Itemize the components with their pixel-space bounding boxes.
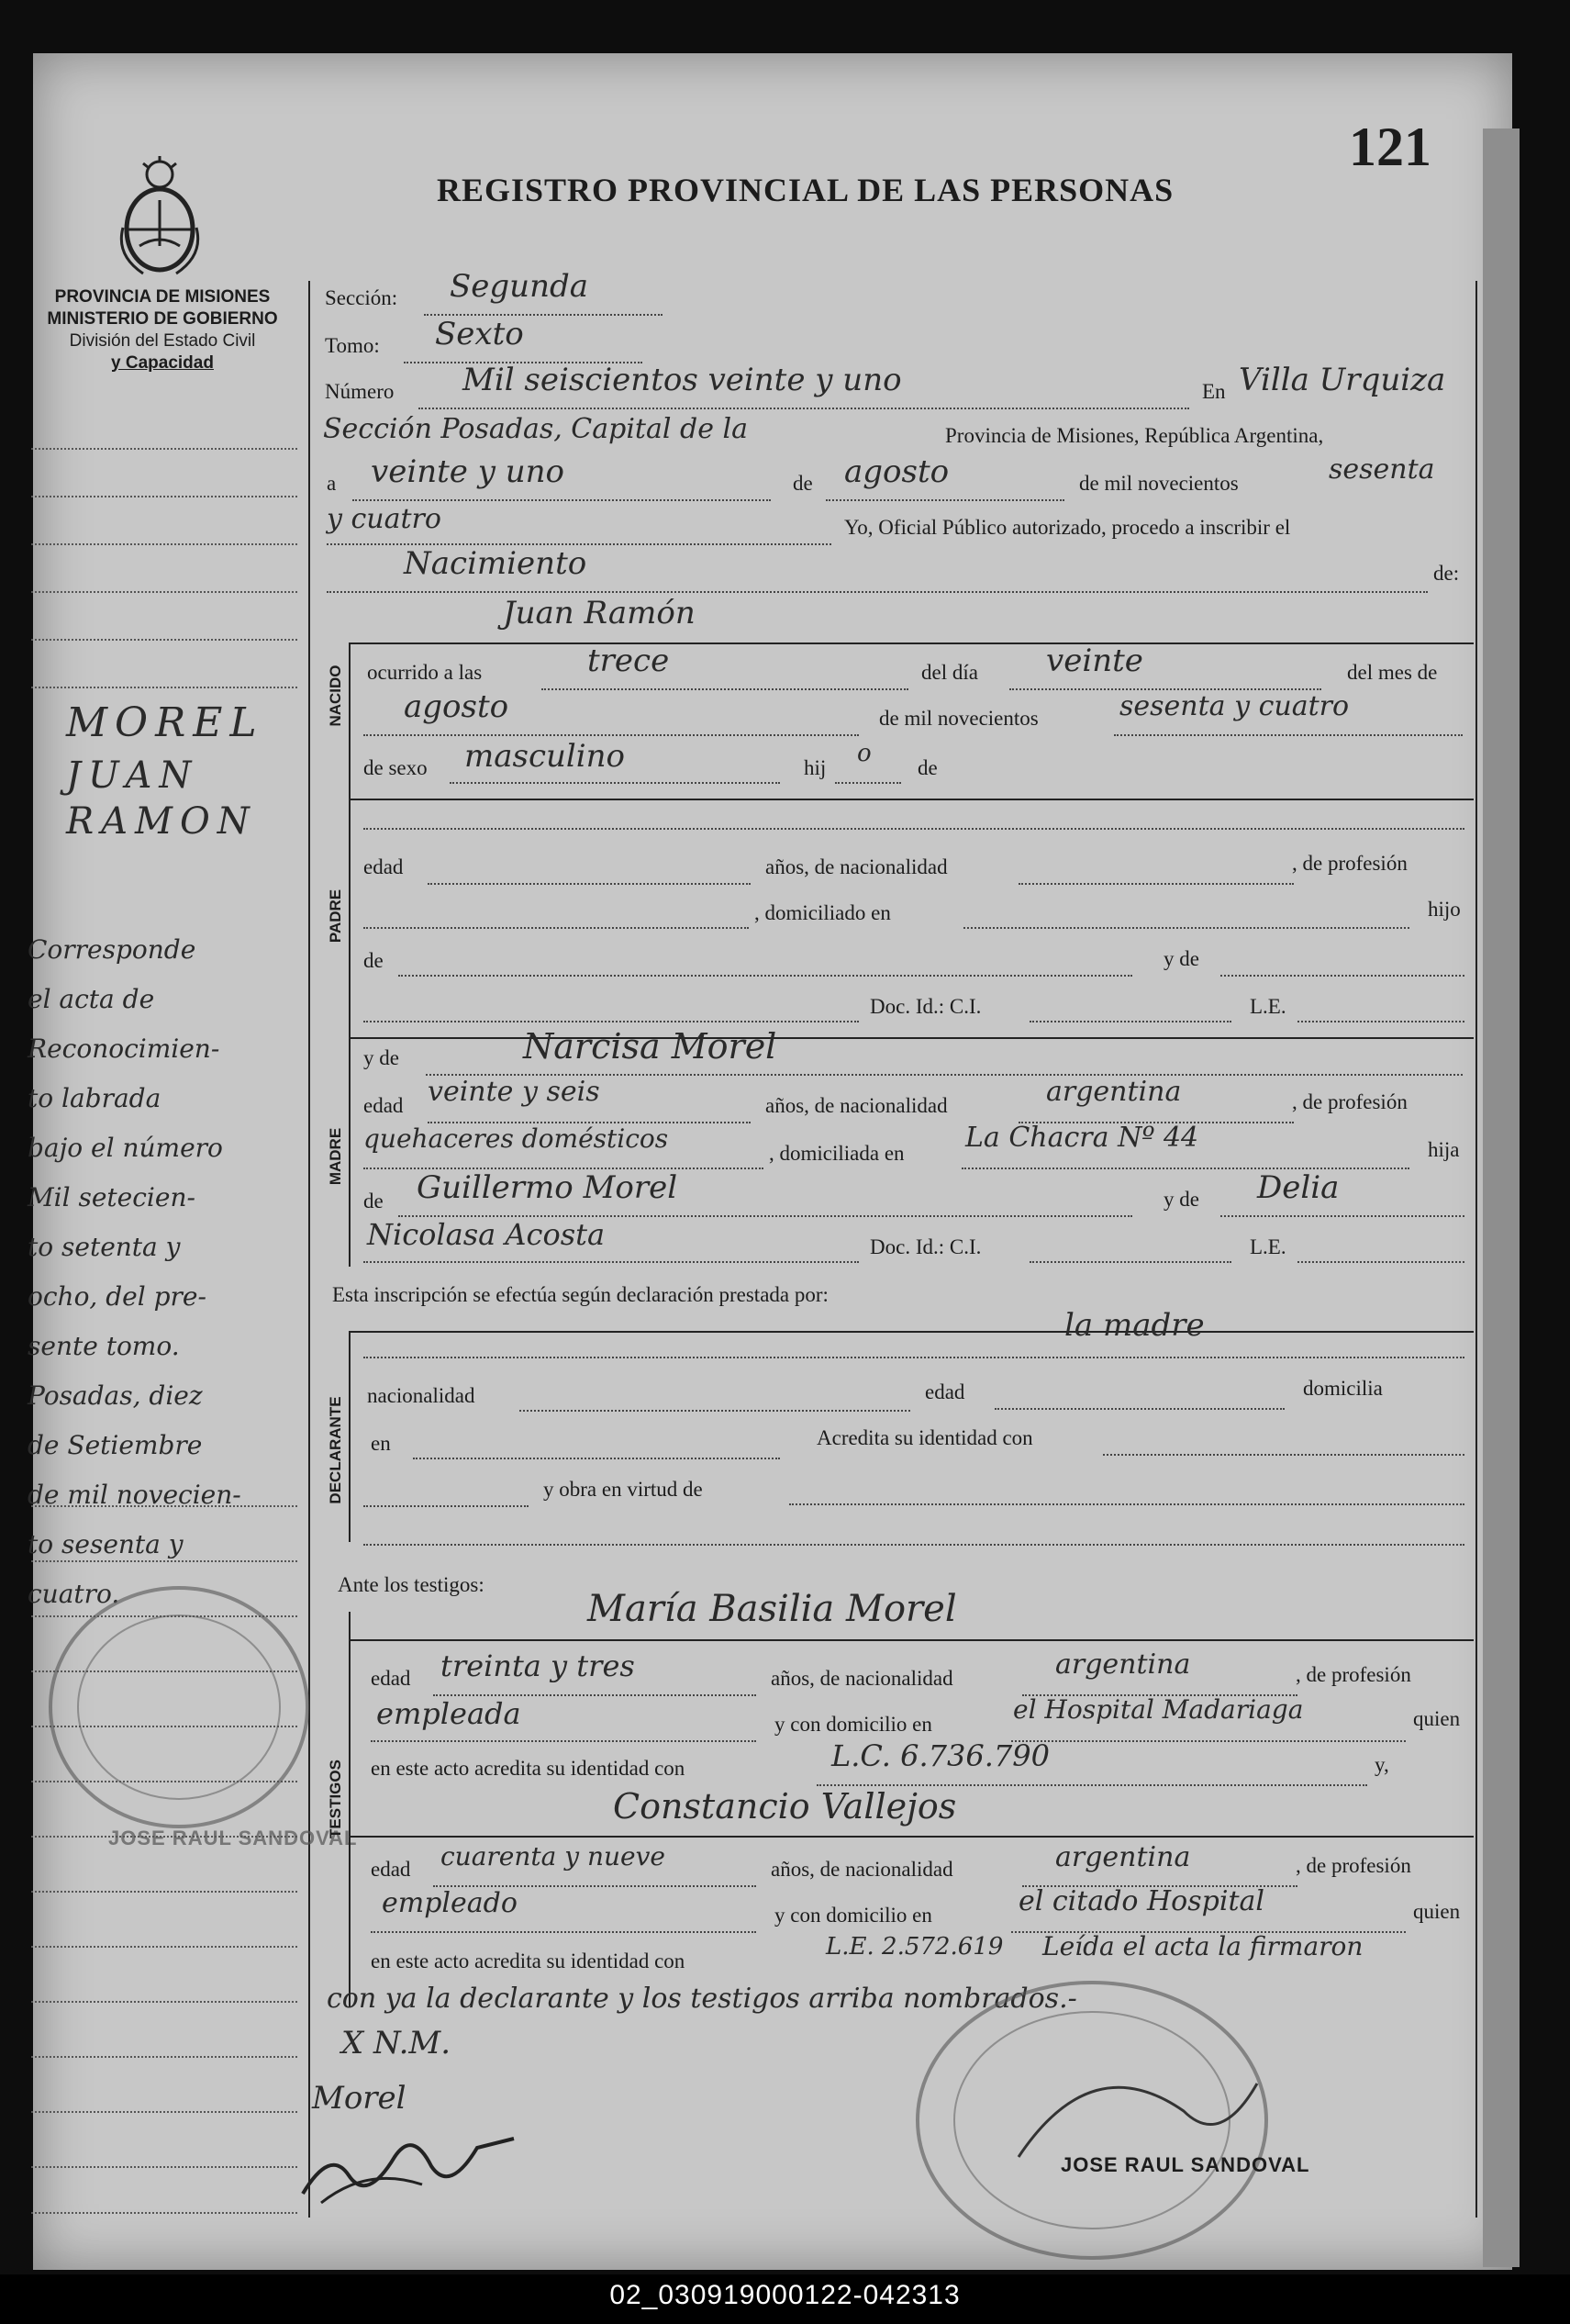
testigo2-dom: el citado Hospital [1019,1885,1264,1917]
numero-label: Número [325,380,395,403]
padre-le-label: L.E. [1250,995,1286,1018]
declarante-edad-label: edad [925,1380,965,1403]
margin-line: to labrada [28,1083,161,1113]
page-number: 121 [1349,117,1431,177]
testigo1-prof-label: , de profesión [1296,1663,1411,1686]
nacido-anio-value: sesenta y cuatro [1119,690,1350,722]
sexo-value: masculino [464,738,626,775]
official-seal-right-icon [908,1973,1294,2267]
madre-prof-label: , de profesión [1292,1090,1408,1113]
margin-line: to sesenta y [28,1529,184,1559]
madre-edad-value: veinte y seis [428,1076,600,1108]
signature-morel: Morel [312,2080,406,2117]
anio-value: sesenta [1329,453,1435,486]
numero-value: Mil seiscientos veinte y uno [462,362,902,398]
nacido-mes-value: agosto [404,688,509,725]
seccion-label: Sección: [325,286,398,309]
padre-prof-label: , de profesión [1292,852,1408,875]
testigo2-nac-label: años, de nacionalidad [771,1858,953,1881]
testigo1-acredita-label: en este acto acredita su identidad con [371,1757,685,1780]
hora-value: trece [587,642,670,679]
padre-side-label: PADRE [327,888,344,944]
padre-y-de-label: y de [1164,947,1199,970]
ministry-label: MINISTERIO DE GOBIERNO [47,309,278,329]
margin-line: Corresponde [28,934,196,965]
madre-y-de2-label: y de [1164,1188,1199,1211]
testigo1-nombre: María Basilia Morel [587,1588,957,1630]
testigo2-nac: argentina [1055,1841,1191,1873]
de-label: de [793,472,813,495]
margin-line: to setenta y [28,1232,181,1262]
anio-value-2: y cuatro [327,503,441,535]
testigo1-prof: empleada [376,1696,521,1731]
signature-mark: X N.M. [341,2025,451,2061]
hij-label: hij [804,756,827,779]
del-mes-label: del mes de [1347,661,1438,684]
margin-line: cuatro. [28,1579,120,1609]
mes-value: agosto [844,453,950,490]
padre-edad-label: edad [363,855,404,878]
madre-hija-label: hija [1428,1138,1460,1161]
coat-of-arms-icon [116,154,204,283]
nacido-side-label: NACIDO [327,665,344,727]
provincia-text: Provincia de Misiones, República Argentina, [945,424,1324,447]
province-label: PROVINCIA DE MISIONES [54,287,271,307]
margin-secondname: RAMON [66,800,257,843]
testigo1-doc: L.C. 6.736.790 [831,1738,1050,1773]
left-stamp-name: JOSE RAUL SANDOVAL [108,1827,358,1849]
testigo1-nac-label: años, de nacionalidad [771,1667,953,1690]
sexo-label: de sexo [363,756,428,779]
margin-surname: MOREL [66,699,264,746]
declarante-acredita-label: Acredita su identidad con [817,1426,1033,1449]
testigo2-edad-label: edad [371,1858,411,1881]
main-right-border [1475,281,1477,2218]
testigo2-acredita-label: en este acto acredita su identidad con [371,1950,685,1972]
declarante-en-label: en [371,1432,391,1455]
testigos-intro: Ante los testigos: [338,1573,484,1596]
acto-value: Nacimiento [404,545,587,582]
lugar-value: Sección Posadas, Capital de la [323,413,748,445]
madre-prof-value: quehaceres domésticos [363,1123,669,1154]
declarante-obra-label: y obra en virtud de [543,1478,703,1501]
declarante-domicilia-label: domicilia [1303,1377,1383,1400]
del-dia-label: del día [921,661,978,684]
margin-line: ocho, del pre- [28,1281,206,1312]
hij-de-label: de [918,756,938,779]
footer-id: 02_030919000122-042313 [609,2280,961,2310]
left-header [22,286,303,374]
seccion-value: Segunda [450,268,589,305]
margin-line: el acta de [28,984,155,1014]
madre-y-de-label: y de [363,1046,399,1069]
declarante-value: la madre [1064,1307,1205,1344]
de-colon-label: de: [1433,562,1460,585]
nacido-dia-value: veinte [1046,642,1143,679]
margin-annotation [28,934,303,1628]
madre-dom-label: , domiciliada en [769,1142,905,1165]
oficial-text: Yo, Oficial Público autorizado, procedo a inscribir el [844,516,1291,539]
declarante-intro: Esta inscripción se efectúa según declaración prestada por: [332,1283,829,1306]
madre-side-label: MADRE [327,1127,344,1186]
anio-label: de mil novecientos [1079,472,1239,495]
padre-doc-label: Doc. Id.: C.I. [870,995,982,1018]
madre-dom-value: La Chacra Nº 44 [965,1122,1199,1154]
testigo2-nombre: Constancio Vallejos [613,1786,957,1827]
padre-hijo-label: hijo [1428,898,1461,921]
padre-de-label: de [363,949,384,972]
dia-value: veinte y uno [371,453,564,490]
tomo-label: Tomo: [325,334,380,357]
testigo1-quien: quien [1413,1707,1461,1730]
madre-de-label: de [363,1190,384,1212]
declarante-side-label: DECLARANTE [327,1396,344,1504]
margin-line: de Setiembre [28,1430,203,1460]
madre-edad-label: edad [363,1094,404,1117]
en-value: Villa Urquiza [1239,362,1446,398]
a-label: a [327,472,337,495]
madre-doc-label: Doc. Id.: C.I. [870,1235,982,1258]
en-label: En [1202,380,1226,403]
testigo2-prof-label: , de profesión [1296,1854,1411,1877]
margin-firstname: JUAN [66,754,199,797]
capacity-label: y Capacidad [111,353,214,373]
testigos-side-label: TESTIGOS [327,1760,344,1838]
ocurrido-label: ocurrido a las [367,661,483,684]
margin-line: Mil setecien- [28,1182,195,1212]
page-edge [1483,128,1520,2267]
testigo1-edad-label: edad [371,1667,411,1690]
signature-scribble-icon [294,2111,532,2212]
declarante-nac-label: nacionalidad [367,1384,475,1407]
margin-line: Reconocimien- [28,1034,220,1064]
margin-line: de mil novecien- [28,1480,241,1510]
testigo1-edad: treinta y tres [440,1648,635,1683]
testigo1-dom: el Hospital Madariaga [1013,1694,1304,1725]
testigo2-doc: L.E. 2.572.619 [826,1933,1004,1961]
closing-line-2: con ya la declarante y los testigos arriba nombrados.- [327,1983,1077,2015]
margin-line: Posadas, diez [28,1380,203,1411]
madre-madre-value: Delia [1257,1169,1340,1206]
main-left-border [308,281,310,2218]
madre-le-label: L.E. [1250,1235,1286,1258]
testigo1-dom-label: y con domicilio en [774,1713,932,1736]
padre-nac-label: años, de nacionalidad [765,855,948,878]
testigo2-edad: cuarenta y nueve [440,1841,665,1871]
tomo-value: Sexto [435,316,524,352]
madre-madre-value-2: Nicolasa Acosta [367,1217,606,1252]
document-title: REGISTRO PROVINCIAL DE LAS PERSONAS [437,172,1175,208]
margin-line: bajo el número [28,1133,223,1163]
margin-line: sente tomo. [28,1331,180,1361]
nacido-anio-label: de mil novecientos [879,707,1039,730]
testigo1-nac: argentina [1055,1648,1191,1681]
official-seal-left-icon [46,1579,321,1836]
closing-line-1: Leída el acta la firmaron [1042,1931,1364,1961]
madre-nombre-value: Narcisa Morel [523,1026,777,1067]
testigo2-prof: empleado [382,1887,518,1919]
testigo1-y: y, [1375,1753,1389,1776]
testigo2-dom-label: y con domicilio en [774,1904,932,1927]
testigo2-quien: quien [1413,1900,1461,1923]
nombre-value: Juan Ramón [503,595,696,631]
madre-nac-value: argentina [1046,1076,1182,1108]
padre-dom-label: , domiciliado en [754,901,891,924]
hij-value: o [857,740,872,767]
division-label: División del Estado Civil [69,331,256,351]
official-stamp-name: JOSE RAUL SANDOVAL [1061,2153,1310,2176]
madre-padre-value: Guillermo Morel [417,1169,678,1206]
madre-nac-label: años, de nacionalidad [765,1094,948,1117]
